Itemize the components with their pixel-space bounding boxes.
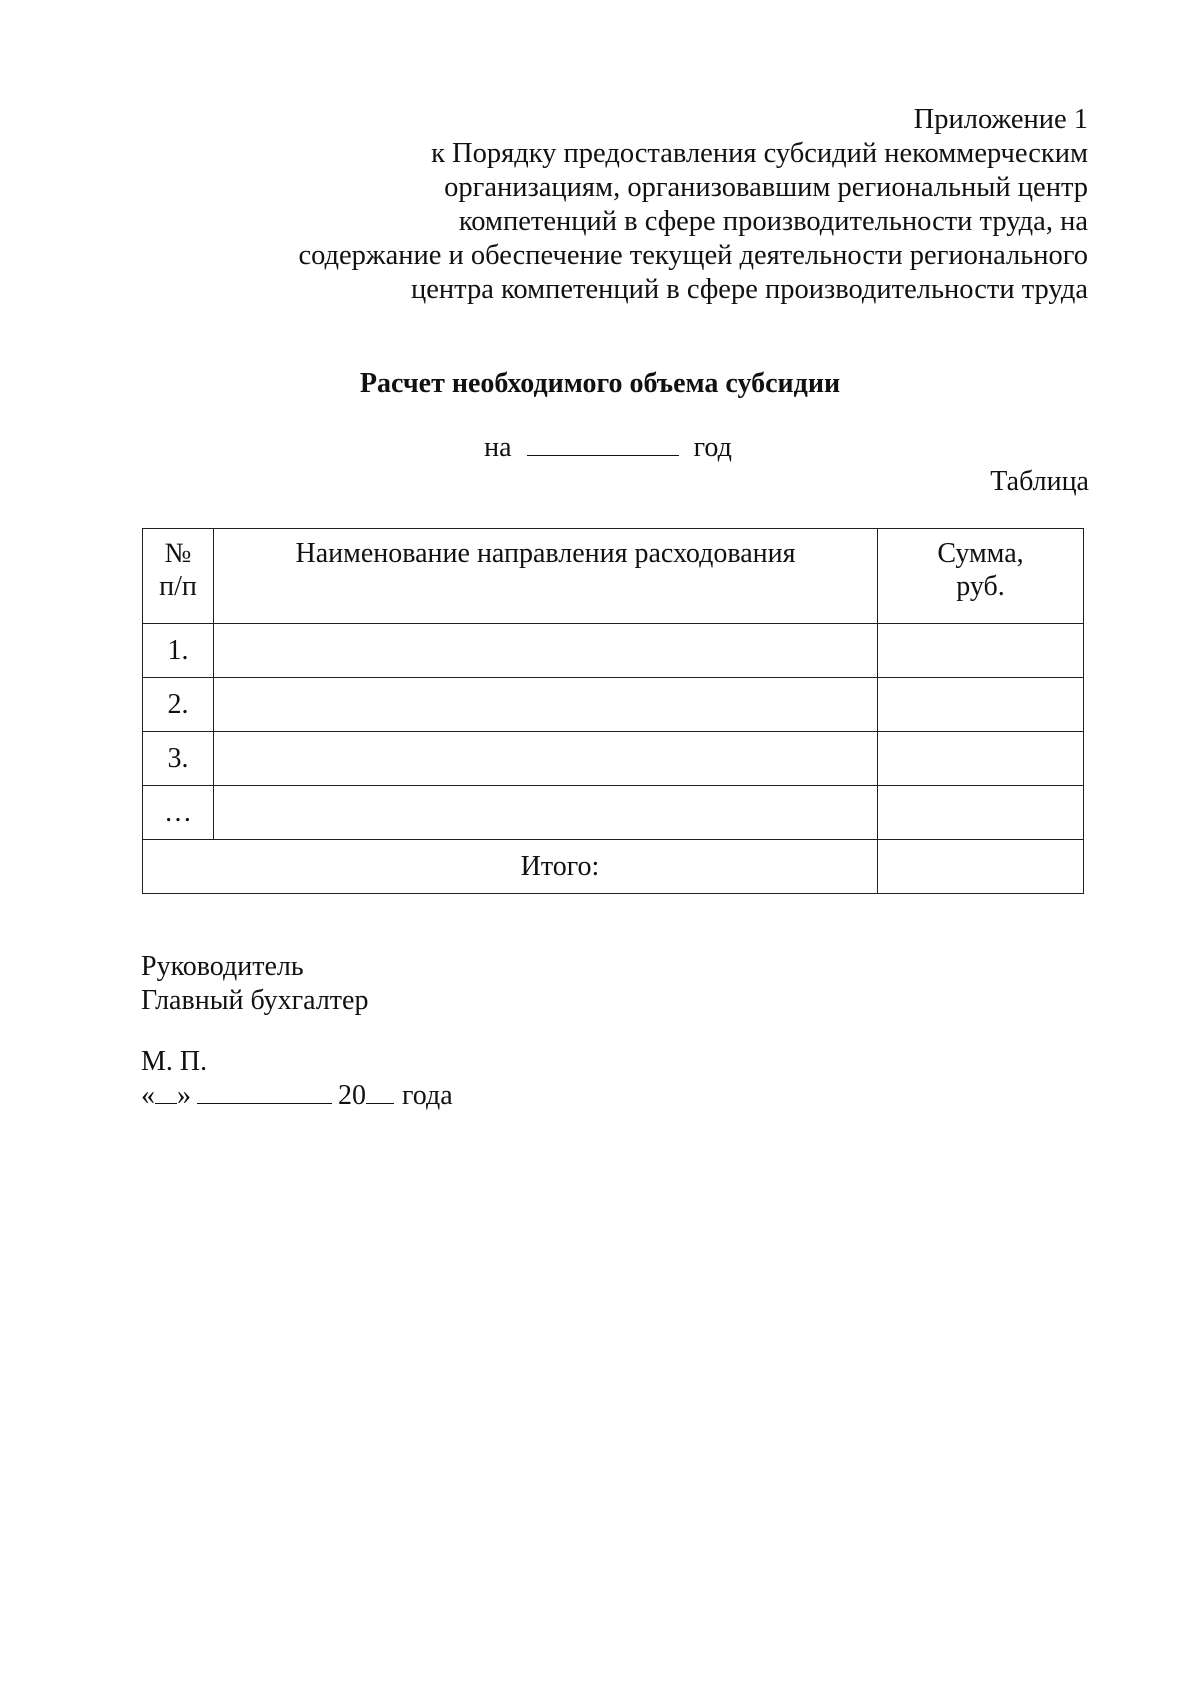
appendix-line: к Порядку предоставления субсидий некоммерческим bbox=[431, 138, 1088, 169]
stamp-date-block bbox=[141, 1045, 453, 1113]
quote-close: » bbox=[177, 1080, 191, 1111]
quote-open: « bbox=[141, 1080, 155, 1111]
table-header-row bbox=[143, 529, 1084, 624]
row-number: 1. bbox=[143, 624, 214, 678]
row-number: 2. bbox=[143, 678, 214, 732]
signature-block bbox=[141, 950, 368, 1018]
year-blank-field bbox=[527, 433, 679, 456]
table-row bbox=[143, 786, 1084, 840]
total-label: Итого: bbox=[143, 840, 878, 894]
header-expense-direction: Наименование направления расходования bbox=[214, 529, 878, 624]
header-sum-unit: руб. bbox=[956, 571, 1005, 602]
appendix-line: организациям, организовавшим региональный центр bbox=[444, 172, 1088, 203]
document-title: Расчет необходимого объема субсидии bbox=[359, 368, 841, 399]
appendix-line: центра компетенций в сфере производительности труда bbox=[411, 274, 1088, 305]
row-expense-name bbox=[214, 786, 878, 840]
day-blank-field bbox=[155, 1081, 177, 1104]
table-row bbox=[143, 732, 1084, 786]
appendix-line: Приложение 1 bbox=[913, 104, 1088, 135]
row-expense-name bbox=[214, 624, 878, 678]
row-number: 3. bbox=[143, 732, 214, 786]
table-row bbox=[143, 678, 1084, 732]
month-blank-field bbox=[197, 1081, 332, 1104]
header-number-symbol: № bbox=[164, 538, 192, 569]
header-sum bbox=[878, 529, 1084, 624]
row-sum bbox=[878, 732, 1084, 786]
table-total-row bbox=[143, 840, 1084, 894]
header-number bbox=[143, 529, 214, 624]
period-line bbox=[0, 432, 1200, 464]
appendix-line: содержание и обеспечение текущей деятельности регионального bbox=[298, 240, 1088, 271]
appendix-line: компетенций в сфере производительности труда, на bbox=[458, 206, 1088, 237]
row-sum bbox=[878, 678, 1084, 732]
signature-head: Руководитель bbox=[141, 951, 304, 982]
row-sum bbox=[878, 786, 1084, 840]
appendix-header bbox=[228, 103, 1088, 307]
row-sum bbox=[878, 624, 1084, 678]
total-value bbox=[878, 840, 1084, 894]
signature-accountant: Главный бухгалтер bbox=[141, 985, 369, 1016]
header-number-abbr: п/п bbox=[159, 571, 197, 602]
year-word: года bbox=[402, 1080, 453, 1111]
date-line bbox=[141, 1079, 453, 1113]
table-label: Таблица bbox=[990, 466, 1089, 497]
century-text: 20 bbox=[338, 1080, 366, 1111]
row-number: … bbox=[143, 786, 214, 840]
header-sum-label: Сумма, bbox=[937, 538, 1024, 569]
row-expense-name bbox=[214, 732, 878, 786]
period-suffix: год bbox=[693, 432, 732, 463]
stamp-label: М. П. bbox=[141, 1046, 208, 1077]
period-prefix: на bbox=[484, 432, 512, 463]
row-expense-name bbox=[214, 678, 878, 732]
subsidy-calculation-table bbox=[142, 528, 1084, 894]
year-blank-field bbox=[366, 1081, 394, 1104]
table-row bbox=[143, 624, 1084, 678]
